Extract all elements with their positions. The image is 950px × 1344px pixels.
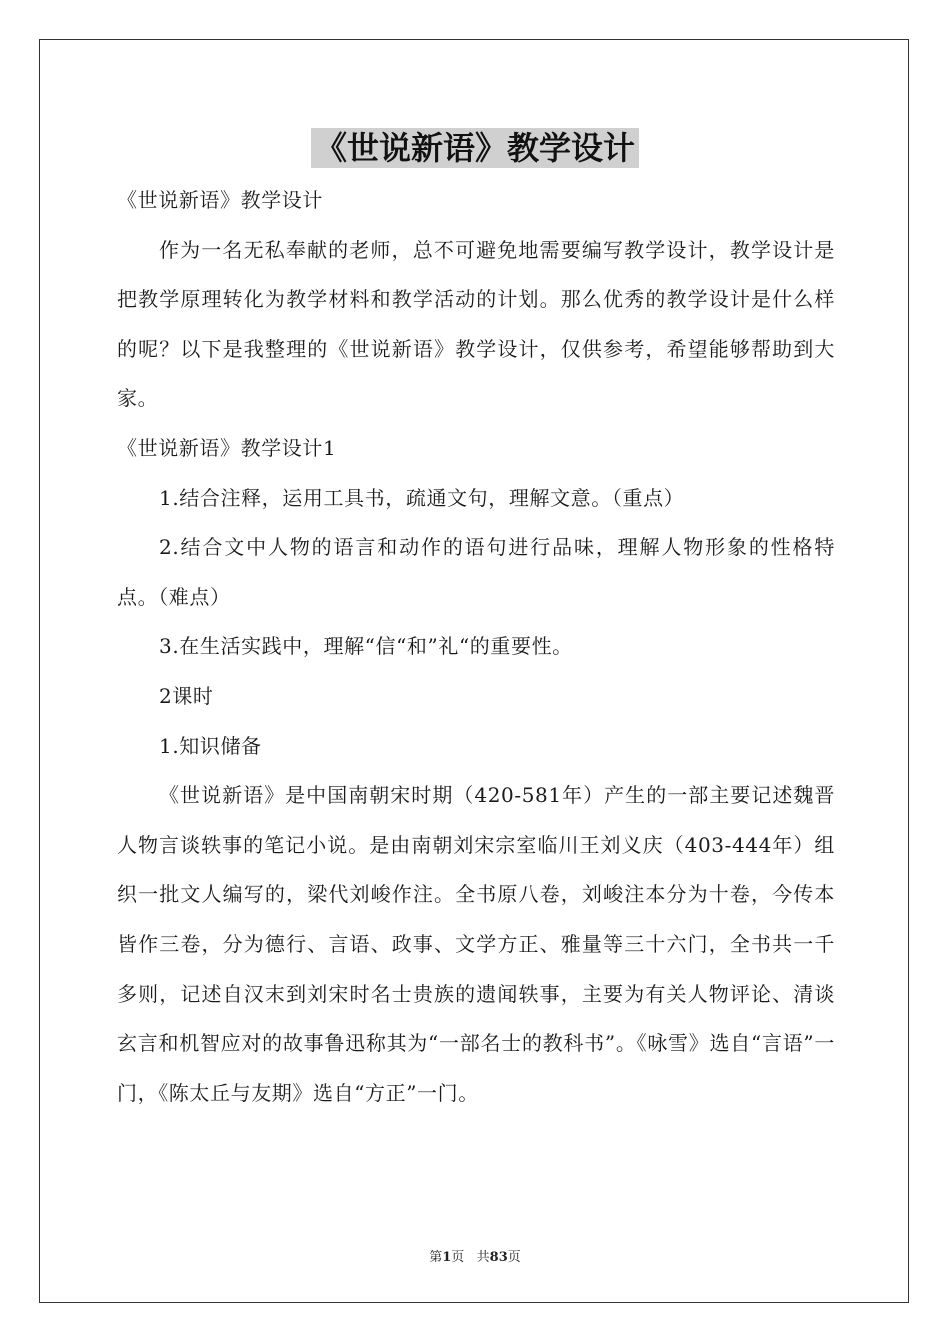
objective-3: 3.在生活实践中，理解“信“和”礼“的重要性。 [159,634,573,659]
objective-2: 2.结合文中人物的语言和动作的语句进行品味，理解人物形象的性格特点。（难点） [117,535,835,609]
section-heading: 《世说新语》教学设计1 [117,435,337,460]
document-body [117,176,835,1118]
objective-1: 1.结合注释，运用工具书，疏通文句，理解文意。（重点） [159,485,685,510]
footer-page-number: 1 [442,1250,452,1265]
class-hours: 2课时 [159,683,214,708]
document-title: 《世说新语》教学设计 [311,128,639,168]
footer-prefix: 第 [429,1250,443,1265]
footer-total-pages: 83 [489,1250,508,1265]
page-footer [0,1246,950,1265]
knowledge-paragraph: 《世说新语》是中国南朝宋时期（420-581年）产生的一部主要记述魏晋人物言谈轶事的笔记小说。是由南朝刘宋宗室临川王刘义庆（403-444年）组织一批文人编写的，梁代刘峻作注。全书原八卷，刘峻注本分为十卷，今传本皆作三卷，分为德行、言语、政事、文学方正、雅量等三十六门，全书共一千多则，记述自汉末到刘宋时名士贵族的遗闻轶事，主要为有关人物评论、清谈玄言和机智应对的故事鲁迅称其为“一部名士的教科书”。《咏雪》选自“言语”一门，《陈太丘与友期》选自“方正”一门。 [117,783,835,1105]
title-container [0,128,950,168]
intro-paragraph: 作为一名无私奉献的老师，总不可避免地需要编写教学设计，教学设计是把教学原理转化为教学材料和教学活动的计划。那么优秀的教学设计是什么样的呢？以下是我整理的《世说新语》教学设计，仅供参考，希望能够帮助到大家。 [117,237,835,411]
footer-middle: 页 共 [451,1250,490,1265]
subtitle-paragraph: 《世说新语》教学设计 [117,188,323,212]
knowledge-heading: 1.知识储备 [159,733,262,758]
footer-suffix: 页 [507,1250,521,1265]
